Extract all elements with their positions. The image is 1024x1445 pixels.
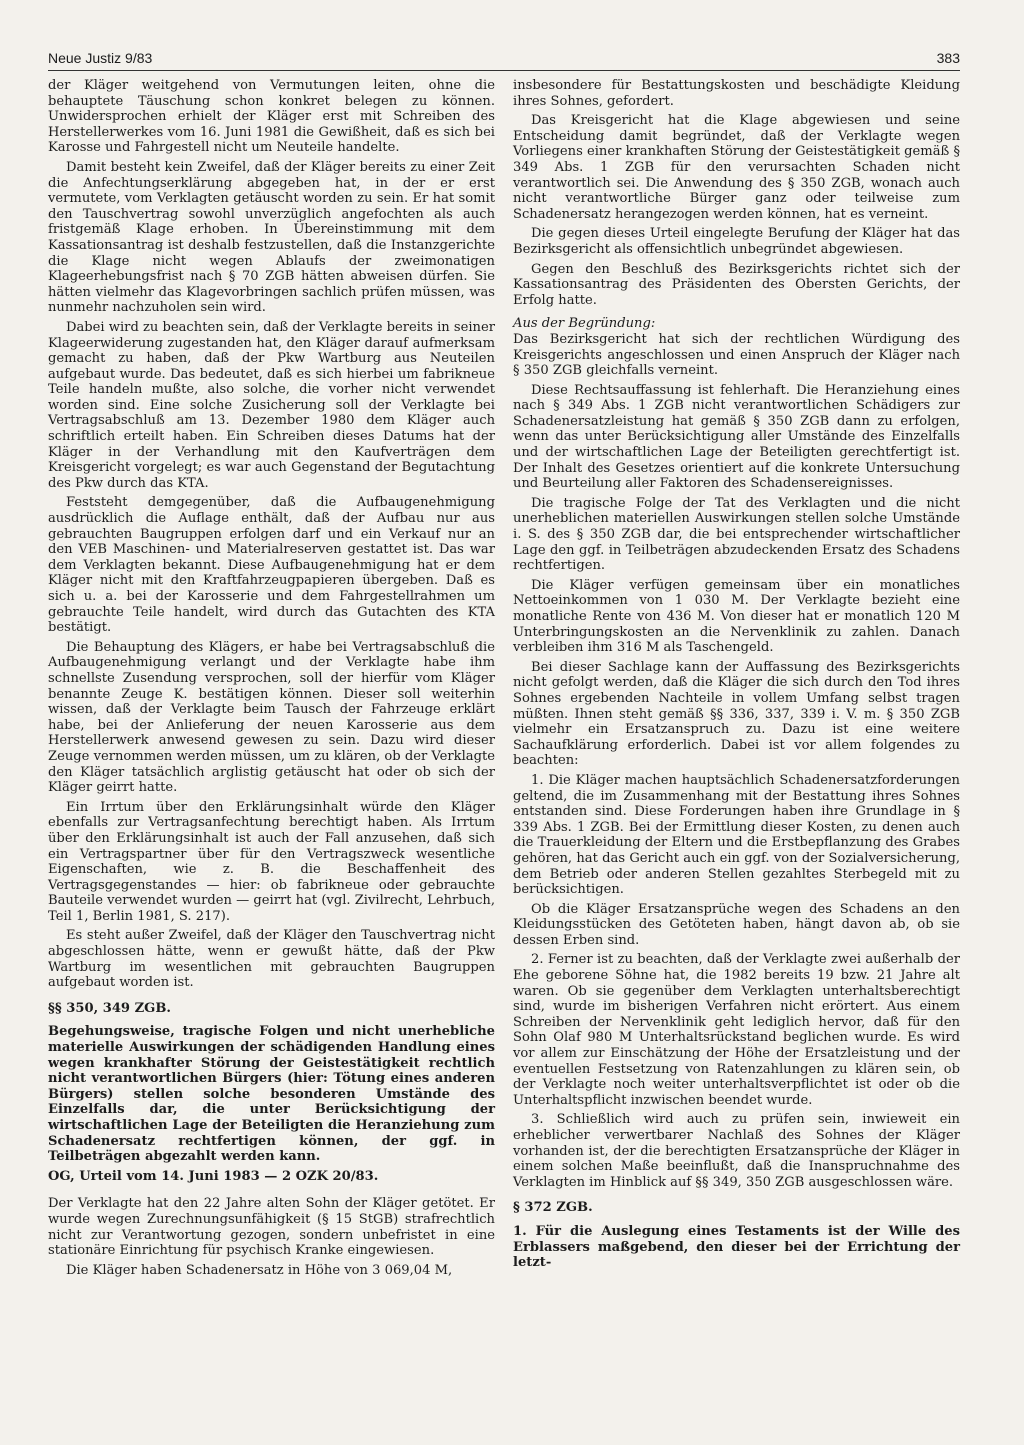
paragraph: Diese Rechtsauffassung ist fehlerhaft. Die Heranziehung eines nach § 349 Abs. 1 ZGB nicht verantwortlichen Schädigers zur Schadenersatzleistung hat gemäß § 350 ZGB dann zu erfolgen, wenn das unter Berücksichtigung aller Umstände des Einzelfalls und der wirtschaftlichen Lage der Beteiligten gerechtfertigt ist. Der Inhalt des Gesetzes orientiert auf die konkrete Untersuchung und Beurteilung aller Faktoren des Schadensereignisses. (513, 382, 960, 492)
paragraph: 2. Ferner ist zu beachten, daß der Verklagte zwei außerhalb der Ehe geborene Söhne hat, die 1982 bereits 19 bzw. 21 Jahre alt waren. Ob sie gegenüber dem Verklagten unterhaltsberechtigt sind, wurde im bisherigen Verfahren nicht erörtert. Aus einem Schreiben der Nervenklinik geht lediglich hervor, daß für den Sohn Olaf 980 M Unterhaltsrückstand beglichen wurde. Es wird vor allem zur Einschätzung der Höhe der Ersatzleistung und der eventuellen Festsetzung von Ratenzahlungen zu klären sein, ob der Verklagte noch weiter unterhaltsverpflichtet ist oder ob die Unterhaltspflicht inzwischen beendet wurde. (513, 952, 960, 1108)
court-citation: OG, Urteil vom 14. Juni 1983 — 2 OZK 20/83. (48, 1168, 379, 1184)
paragraph: Dabei wird zu beachten sein, daß der Verklagte bereits in seiner Klageerwiderung zugestanden hat, den Kläger darauf aufmerksam gemacht zu haben, daß der Pkw Wartburg aus Neuteilen aufgebaut wurde. Das bedeutet, daß es sich hierbei um fabrikneue Teile handeln mußte, also solche, die vorher nicht verwendet worden sind. Eine solche Zusicherung soll der Verklagte bei Vertragsabschluß am 13. Dezember 1980 dem Kläger auch schriftlich erteilt haben. Ein Schreiben dieses Datums hat der Kläger in der Verhandlung mit den Kaufverträgen dem Kreisgericht vorgelegt; es war auch Gegenstand der Begutachtung des Pkw durch das KTA. (48, 319, 495, 491)
paragraph: Das Kreisgericht hat die Klage abgewiesen und seine Entscheidung damit begründet, daß der Verklagte wegen Vorliegens einer krankhaften Störung der Geistestätigkeit gemäß § 349 Abs. 1 ZGB für den verursachten Schaden nicht verantwortlich sei. Die Anwendung des § 350 ZGB, wonach auch nicht verantwortliche Bürger ganz oder teilweise zum Schadenersatz herangezogen werden können, hat es verneint. (513, 113, 960, 222)
page-number: 383 (936, 50, 960, 66)
section-heading: §§ 350, 349 ZGB. (48, 1000, 171, 1016)
paragraph: insbesondere für Bestattungskosten und beschädigte Kleidung ihres Sohnes, gefordert. (513, 78, 960, 109)
journal-title: Neue Justiz 9/83 (48, 50, 153, 66)
paragraph: Die Kläger verfügen gemeinsam über ein monatliches Nettoeinkommen von 1 030 M. Der Verklagte bezieht eine monatliche Rente von 436 M. Von dieser hat er monatlich 120 M Unterbringungskosten an die Nervenklinik zu zahlen. Danach verbleiben ihm 316 M als Taschengeld. (513, 577, 960, 656)
paragraph: Damit besteht kein Zweifel, daß der Kläger bereits zu einer Zeit die Anfechtungserklärung abgegeben hat, in der er erst vermutete, vom Verklagten getäuscht worden zu sein. Er hat somit den Tauschvertrag sowohl unverzüglich angefochten als auch fristgemäß Klage erhoben. In Übereinstimmung mit dem Kassationsantrag ist deshalb festzustellen, daß die Instanzgerichte die Klage nicht wegen Ablaufs der zweimonatigen Klageerhebungsfrist nach § 70 ZGB hätten abweisen dürfen. Sie hätten vielmehr das Klagevorbringen sachlich prüfen müssen, was nunmehr nachzuholen sein wird. (48, 159, 495, 316)
section-heading: § 372 ZGB. (513, 1200, 593, 1216)
paragraph: Die Kläger haben Schadenersatz in Höhe von 3 069,04 M, (66, 1262, 453, 1278)
paragraph: Bei dieser Sachlage kann der Auffassung des Bezirksgerichts nicht gefolgt werden, daß die Kläger die sich durch den Tod ihres Sohnes ergebenden Nachteile in vollem Umfang selbst tragen müßten. Ihnen steht gemäß §§ 336, 337, 339 i. V. m. § 350 ZGB vielmehr ein Ersatzanspruch zu. Dazu ist eine weitere Sachaufklärung erforderlich. Dabei ist vor allem folgendes zu beachten: (513, 659, 960, 769)
paragraph: Gegen den Beschluß des Bezirksgerichts richtet sich der Kassationsantrag des Präsidenten des Obersten Gerichts, der Erfolg hatte. (513, 261, 960, 308)
paragraph: Das Bezirksgericht hat sich der rechtlichen Würdigung des Kreisgerichts angeschlossen und einen Anspruch der Kläger nach § 350 ZGB gleichfalls verneint. (513, 331, 960, 379)
paragraph: Der Verklagte hat den 22 Jahre alten Sohn der Kläger getötet. Er wurde wegen Zurechnungsunfähigkeit (§ 15 StGB) strafrechtlich nicht zur Verantwortung gezogen, sondern unbefristet in eine stationäre Einrichtung für psychisch Kranke eingewiesen. (48, 1196, 495, 1259)
subheading: Aus der Begründung: (513, 316, 656, 332)
paragraph: Es steht außer Zweifel, daß der Kläger den Tauschvertrag nicht abgeschlossen hätte, wenn er gewußt hätte, daß der Pkw Wartburg im wesentlichen mit gebrauchten Baugruppen aufgebaut worden ist. (48, 928, 495, 991)
paragraph: der Kläger weitgehend von Vermutungen leiten, ohne die behauptete Täuschung schon konkret belegen zu können. Unwidersprochen erhielt der Kläger erst mit Schreiben des Herstellerwerkes vom 16. Juni 1981 die Gewißheit, daß es sich bei Karosse und Fahrgestell nicht um Neuteile handelte. (48, 78, 495, 156)
paragraph: Ein Irrtum über den Erklärungsinhalt würde den Kläger ebenfalls zur Vertragsanfechtung berechtigt haben. Als Irrtum über den Erklärungsinhalt ist auch der Fall anzusehen, daß sich ein Vertragspartner über für den Vertragszweck wesentliche Eigenschaften, wie z. B. die Beschaffenheit des Vertragsgegenstandes — hier: ob fabrikneue oder gebrauchte Bauteile verwendet wurden — geirrt hat (vgl. Zivilrecht, Lehrbuch, Teil 1, Berlin 1981, S. 217). (48, 799, 496, 924)
paragraph: Die tragische Folge der Tat des Verklagten und die nicht unerheblichen materiellen Auswirkungen stellen solche Umstände i. S. des § 350 ZGB dar, die bei entsprechender wirtschaftlicher Lage den ggf. in Teilbeträgen abzudeckenden Ersatz des Schadens rechtfertigen. (513, 495, 960, 574)
paragraph: Die Behauptung des Klägers, er habe bei Vertragsabschluß die Aufbaugenehmigung verlangt und der Verklagte habe ihm schnellste Zusendung versprochen, soll der hierfür vom Kläger benannte Zeuge K. bestätigen können. Dieser soll weiterhin wissen, daß der Verklagte beim Tausch der Fahrzeuge erklärt habe, bei der Anlieferung der neuen Karosserie aus dem Herstellerwerk anwesend gewesen zu sein. Dazu wird dieser Zeuge vernommen werden müssen, um zu klären, ob der Verklagte den Kläger tatsächlich arglistig getäuscht hat oder ob sich der Kläger geirrt hatte. (48, 639, 495, 796)
leitsatz: 1. Für die Auslegung eines Testaments ist der Wille des Erblassers maßgebend, den dieser bei der Errichtung der letzt- (513, 1223, 960, 1271)
paragraph: Die gegen dieses Urteil eingelegte Berufung der Kläger hat das Bezirksgericht als offensichtlich unbegründet abgewiesen. (513, 226, 960, 257)
paragraph: 1. Die Kläger machen hauptsächlich Schadenersatzforderungen geltend, die im Zusammenhang mit der Bestattung ihres Sohnes entstanden sind. Diese Forderungen haben ihre Grundlage in § 339 Abs. 1 ZGB. Bei der Ermittlung dieser Kosten, zu denen auch die Trauerkleidung der Eltern und die Erstbepflanzung des Grabes gehören, hat das Gericht auch ein ggf. von der Sozialversicherung, dem Betrieb oder anderen Stellen gezahltes Sterbegeld mit zu berücksichtigen. (513, 772, 960, 898)
paragraph: Feststeht demgegenüber, daß die Aufbaugenehmigung ausdrücklich die Auflage enthält, daß der Aufbau nur aus gebrauchten Baugruppen erfolgen darf und ein Verkauf nur an den VEB Maschinen- und Materialreserven gestattet ist. Das war dem Verklagten bekannt. Diese Aufbaugenehmigung hat er dem Kläger nicht mit den Kraftfahrzeugpapieren übergeben. Daß es sich u. a. bei der Karosserie und dem Fahrgestellrahmen um gebrauchte Teile handelt, wird durch das Gutachten des KTA bestätigt. (48, 495, 495, 636)
paragraph: Ob die Kläger Ersatzansprüche wegen des Schadens an den Kleidungsstücken des Getöteten haben, hängt davon ab, ob sie dessen Erben sind. (513, 901, 960, 948)
page-header (48, 50, 960, 71)
left-column (48, 78, 495, 1282)
leitsatz: Begehungsweise, tragische Folgen und nicht unerhebliche materielle Auswirkungen der schädigenden Handlung eines wegen krankhafter Störung der Geistestätigkeit rechtlich nicht verantwortlichen Bürgers (hier: Tötung eines anderen Bürgers) stellen solche besonderen Umstände des Einzelfalls dar, die unter Berücksichtigung der wirtschaftlichen Lage der Beteiligten die Heranziehung zum Schadenersatz rechtfertigen können, der ggf. in Teilbeträgen abgezahlt werden kann. (48, 1024, 495, 1165)
right-column (513, 78, 960, 1275)
paragraph: 3. Schließlich wird auch zu prüfen sein, inwieweit ein erheblicher verwertbarer Nachlaß des Sohnes der Kläger vorhanden ist, der die berechtigten Ersatzansprüche der Kläger in einem solchen Maße beeinflußt, daß die Inanspruchnahme des Verklagten im Hinblick auf §§ 349, 350 ZGB ausgeschlossen wäre. (513, 1112, 960, 1190)
